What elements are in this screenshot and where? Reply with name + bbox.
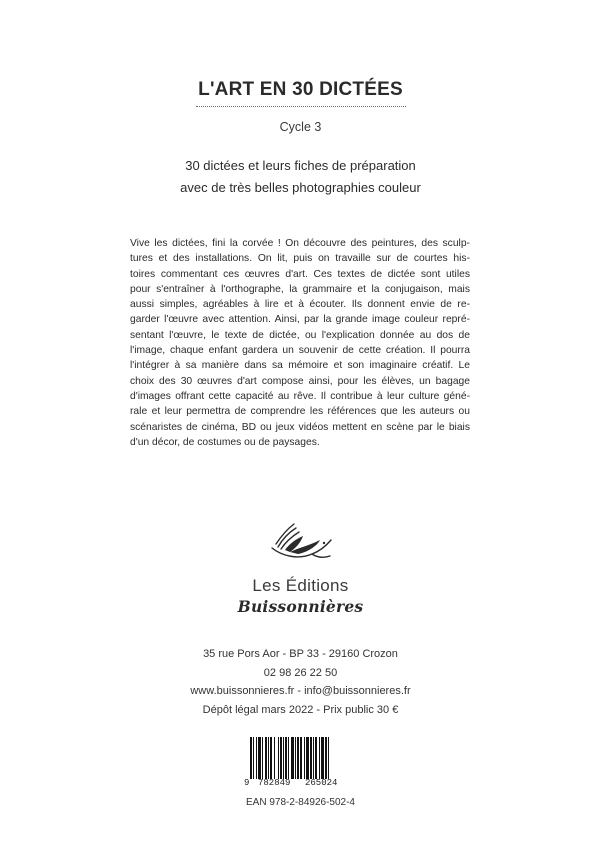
barcode-bar [288, 737, 289, 779]
address-line: 35 rue Pors Aor - BP 33 - 29160 Crozon [203, 648, 398, 660]
description-line: Vive les dictées, fini la corvée ! On découvre des peintures, des sculp- [130, 238, 470, 249]
publisher-name-line1: Les Éditions [252, 576, 349, 595]
subtitle [0, 155, 601, 199]
barcode-bar [270, 737, 272, 779]
barcode-bar [297, 737, 299, 779]
description-line: pour s'entraîner à l'orthographe, la grammaire et la conjugaison, mais [130, 283, 470, 295]
barcode-bar [250, 737, 252, 779]
description-line: sentant l'œuvre, le texte de dictée, ou l'explication donnée au dos de [130, 329, 470, 341]
description-line: rale et leur permettra de comprendre les références que les auteurs ou [130, 406, 470, 418]
barcode-bar [256, 737, 257, 779]
publisher-contact [0, 645, 601, 720]
publisher-name-line2: Buissonnières [237, 597, 364, 616]
barcode-bar [265, 737, 267, 779]
barcode-icon [248, 737, 352, 779]
web-email-line: www.buissonnieres.fr - info@buissonnieres.fr [190, 685, 411, 698]
title-dotted-rule [196, 106, 406, 107]
barcode-bar [253, 737, 254, 779]
subtitle-line: 30 dictées et leurs fiches de préparation [185, 158, 416, 173]
barcode-bar [328, 737, 329, 779]
legal-price-line: Dépôt légal mars 2022 - Prix public 30 € [202, 704, 399, 717]
bird-book-logo-icon [268, 518, 334, 566]
barcode-bar [268, 737, 269, 779]
barcode-group-1: 782849 [258, 778, 291, 788]
subtitle-line: avec de très belles photographies couleur [180, 180, 421, 195]
barcode-bar [319, 737, 320, 779]
barcode-bar [315, 737, 317, 779]
barcode-bar [280, 737, 282, 779]
level-label: Cycle 3 [279, 120, 322, 134]
book-title: L'ART EN 30 DICTÉES [198, 79, 403, 100]
barcode-bar [304, 737, 305, 779]
description-line: scénaristes de cinéma, BD ou jeux vidéos mettent en scène par le biais [130, 421, 470, 433]
barcode-bar [295, 737, 296, 779]
barcode-bar [300, 737, 302, 779]
barcode-bar [274, 737, 275, 779]
barcode-bar [313, 737, 314, 779]
ean-code: EAN 978-2-84926-502-4 [246, 797, 355, 808]
barcode-bar [325, 737, 327, 779]
description-line: l'intégrer à sa manière dans sa mémoire et son imaginaire créatif. Le [130, 360, 470, 372]
barcode-first-digit: 9 [244, 778, 250, 788]
barcode-bar [285, 737, 287, 779]
description-line: garder l'œuvre avec attention. Ainsi, par la grande image couleur repré- [130, 314, 470, 326]
barcode-bar [258, 737, 261, 779]
description-line: aussi simples, agréables à lire et à écouter. Ils donnent envie de re- [130, 299, 470, 311]
description-line: l'image, chaque enfant gardera un souvenir de cette création. Il pourra [130, 345, 470, 357]
barcode-bar [278, 737, 279, 779]
description-line: tures et des installations. On lit, puis on travaille sur de courtes his- [130, 253, 470, 265]
barcode-bar [306, 737, 309, 779]
description-line: d'un décor, de costumes ou de paysages. [130, 436, 320, 448]
barcode-group-2: 265024 [305, 778, 338, 788]
barcode-bar [291, 737, 294, 779]
phone-line: 02 98 26 22 50 [263, 666, 338, 679]
barcode-bar [310, 737, 312, 779]
barcode-bar [262, 737, 263, 779]
description-line: toires commentant ces œuvres d'art. Ces textes de dictée sont utiles [130, 268, 470, 280]
description-line: choix des 30 œuvres d'art compose ainsi, pour les élèves, un bagage [130, 375, 470, 387]
barcode-bar [321, 737, 324, 779]
barcode-bar [283, 737, 284, 779]
description-line: d'images offrant cette capacité au rêve. Il contribue à leur culture géné- [130, 390, 470, 402]
description-text [130, 236, 470, 450]
